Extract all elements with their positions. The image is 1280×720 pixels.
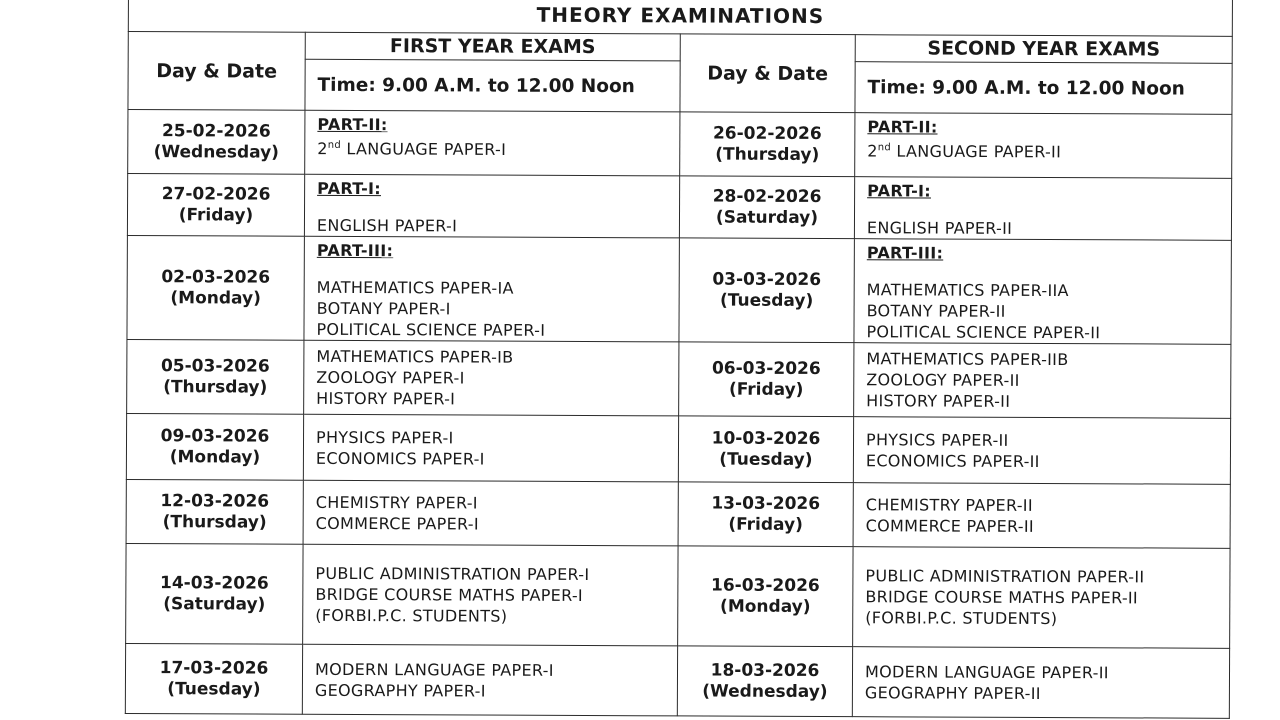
first-exam-date: 05-03-2026 <box>160 355 270 377</box>
spacer <box>867 263 1231 281</box>
second-day-date-header: Day & Date <box>680 34 855 113</box>
table-title: THEORY EXAMINATIONS <box>536 2 825 29</box>
first-exam-day: (Friday) <box>178 204 254 226</box>
first-exam-paper: 2nd LANGUAGE PAPER-I <box>317 139 507 159</box>
second-part-label: PART-III: <box>866 243 944 263</box>
first-exam-paper: PHYSICS PAPER-I <box>315 427 454 447</box>
first-exam-papers-cell <box>303 480 678 546</box>
second-exam-papers-cell <box>854 239 1231 345</box>
first-exam-day: (Saturday) <box>163 593 266 615</box>
second-exam-paper: 2nd LANGUAGE PAPER-II <box>867 141 1062 162</box>
table-title-cell <box>128 0 1232 36</box>
first-exam-date: 02-03-2026 <box>161 266 271 288</box>
second-exam-day: (Monday) <box>720 596 811 617</box>
spacer <box>317 199 679 217</box>
second-exam-date-cell <box>679 238 854 343</box>
first-exam-date-cell <box>125 643 302 714</box>
first-exam-date-cell <box>128 110 305 175</box>
first-exam-paper: (FORBI.P.C. STUDENTS) <box>315 605 508 626</box>
first-exam-paper: POLITICAL SCIENCE PAPER-I <box>316 319 546 340</box>
second-exam-day: (Tuesday) <box>719 290 814 311</box>
spacer <box>317 261 679 279</box>
second-exam-papers-cell <box>854 343 1231 419</box>
second-exam-date-cell <box>680 112 855 177</box>
table-row <box>125 643 1229 718</box>
first-exam-date-cell <box>127 235 304 340</box>
first-exam-day: (Tuesday) <box>167 678 261 700</box>
timetable-table <box>125 0 1233 719</box>
second-exam-day: (Tuesday) <box>719 449 813 470</box>
first-day-date-header: Day & Date <box>128 32 305 111</box>
second-exam-papers-cell <box>853 483 1230 549</box>
first-exam-date: 12-03-2026 <box>160 490 270 512</box>
first-exam-date: 17-03-2026 <box>159 657 269 679</box>
second-exam-paper: MODERN LANGUAGE PAPER-II <box>864 661 1109 682</box>
first-year-time: Time: 9.00 A.M. to 12.00 Noon <box>305 59 680 112</box>
second-exam-paper: ENGLISH PAPER-II <box>866 218 1013 238</box>
first-exam-paper: MODERN LANGUAGE PAPER-I <box>314 659 554 680</box>
second-exam-day: (Wednesday) <box>702 681 828 702</box>
first-exam-date-cell <box>126 479 303 544</box>
table-row <box>126 479 1230 548</box>
first-year-header: FIRST YEAR EXAMS <box>305 32 680 61</box>
second-part-label: PART-I: <box>867 181 932 201</box>
second-exam-papers-cell <box>853 417 1230 485</box>
second-exam-date: 28-02-2026 <box>712 186 822 207</box>
second-exam-date-cell <box>679 176 854 239</box>
first-exam-papers-cell <box>303 544 678 646</box>
second-exam-day: (Saturday) <box>715 207 819 228</box>
first-exam-papers-cell <box>305 110 680 176</box>
second-exam-paper: CHEMISTRY PAPER-II <box>865 494 1033 515</box>
second-exam-paper: BOTANY PAPER-II <box>866 301 1006 321</box>
second-exam-paper: MATHEMATICS PAPER-IIA <box>866 280 1069 301</box>
second-exam-paper: BRIDGE COURSE MATHS PAPER-II <box>865 587 1139 608</box>
table-row <box>127 235 1231 344</box>
table-row <box>127 339 1231 418</box>
second-exam-day: (Friday) <box>728 514 803 535</box>
second-exam-date-cell <box>678 546 853 647</box>
first-exam-paper: ECONOMICS PAPER-I <box>315 448 485 469</box>
second-exam-day: (Friday) <box>728 379 804 400</box>
first-exam-papers-cell <box>302 644 677 716</box>
first-part-label: PART-II: <box>317 114 388 135</box>
second-exam-paper: PHYSICS PAPER-II <box>865 429 1009 450</box>
first-exam-papers-cell <box>304 174 679 238</box>
second-exam-date-cell <box>677 646 852 717</box>
timetable-body <box>125 110 1232 719</box>
second-exam-date-cell <box>679 342 854 417</box>
first-exam-paper: PUBLIC ADMINISTRATION PAPER-I <box>315 563 590 585</box>
first-exam-paper: GEOGRAPHY PAPER-I <box>314 680 486 701</box>
second-year-header: SECOND YEAR EXAMS <box>855 35 1232 64</box>
second-exam-paper: (FORBI.P.C. STUDENTS) <box>865 608 1058 629</box>
second-exam-paper: PUBLIC ADMINISTRATION PAPER-II <box>865 566 1145 587</box>
second-exam-date: 13-03-2026 <box>711 493 821 514</box>
first-exam-paper: COMMERCE PAPER-I <box>315 513 479 534</box>
first-exam-day: (Monday) <box>169 446 261 468</box>
first-part-label: PART-III: <box>316 240 394 261</box>
table-row <box>126 543 1230 648</box>
first-exam-date: 25-02-2026 <box>161 120 271 142</box>
first-exam-day: (Wednesday) <box>153 141 279 163</box>
first-exam-date-cell <box>126 543 303 644</box>
table-row <box>126 413 1230 484</box>
first-exam-paper: MATHEMATICS PAPER-IB <box>316 346 514 367</box>
first-exam-papers-cell <box>303 414 678 482</box>
first-exam-day: (Monday) <box>170 287 261 309</box>
second-exam-papers-cell <box>853 547 1230 649</box>
second-exam-day: (Thursday) <box>715 144 820 165</box>
second-exam-paper: GEOGRAPHY PAPER-II <box>864 682 1041 703</box>
second-exam-date: 06-03-2026 <box>711 358 821 379</box>
first-exam-day: (Thursday) <box>163 376 268 398</box>
first-exam-paper: ENGLISH PAPER-I <box>316 215 458 236</box>
first-exam-papers-cell <box>304 340 679 416</box>
second-exam-paper: ECONOMICS PAPER-II <box>865 450 1040 471</box>
second-year-time: Time: 9.00 A.M. to 12.00 Noon <box>855 62 1232 115</box>
first-exam-papers-cell <box>304 236 679 342</box>
second-exam-paper: MATHEMATICS PAPER-IIB <box>866 349 1069 370</box>
first-exam-date: 14-03-2026 <box>159 572 269 594</box>
exam-timetable <box>125 0 1232 719</box>
second-exam-date-cell <box>678 482 853 547</box>
second-exam-date: 03-03-2026 <box>712 269 822 290</box>
first-exam-paper: MATHEMATICS PAPER-IA <box>316 277 514 298</box>
second-exam-date: 16-03-2026 <box>710 575 820 596</box>
first-exam-date-cell <box>127 339 304 414</box>
first-exam-paper: BRIDGE COURSE MATHS PAPER-I <box>315 584 584 605</box>
first-exam-day: (Thursday) <box>162 511 267 533</box>
spacer <box>867 201 1231 219</box>
second-exam-date-cell <box>678 416 853 483</box>
second-exam-date: 18-03-2026 <box>710 660 820 681</box>
second-exam-papers-cell <box>855 113 1232 179</box>
first-exam-date-cell <box>127 174 304 237</box>
first-exam-paper: ZOOLOGY PAPER-I <box>316 367 465 388</box>
second-exam-date: 26-02-2026 <box>712 123 822 144</box>
second-exam-papers-cell <box>854 177 1231 241</box>
second-exam-paper: COMMERCE PAPER-II <box>865 515 1034 536</box>
second-exam-papers-cell <box>852 647 1229 719</box>
second-part-label: PART-II: <box>867 117 938 137</box>
table-row <box>128 110 1232 179</box>
first-exam-date: 09-03-2026 <box>160 425 270 447</box>
first-exam-paper: BOTANY PAPER-I <box>316 298 451 319</box>
second-exam-paper: ZOOLOGY PAPER-II <box>866 370 1020 390</box>
first-exam-date-cell <box>126 413 303 480</box>
table-row <box>127 174 1231 241</box>
first-exam-paper: CHEMISTRY PAPER-I <box>315 492 478 513</box>
first-part-label: PART-I: <box>317 178 382 199</box>
first-exam-paper: HISTORY PAPER-I <box>316 388 456 409</box>
second-exam-paper: POLITICAL SCIENCE PAPER-II <box>866 322 1101 343</box>
second-exam-date: 10-03-2026 <box>711 428 821 449</box>
first-exam-date: 27-02-2026 <box>161 183 271 205</box>
second-exam-paper: HISTORY PAPER-II <box>866 391 1011 411</box>
